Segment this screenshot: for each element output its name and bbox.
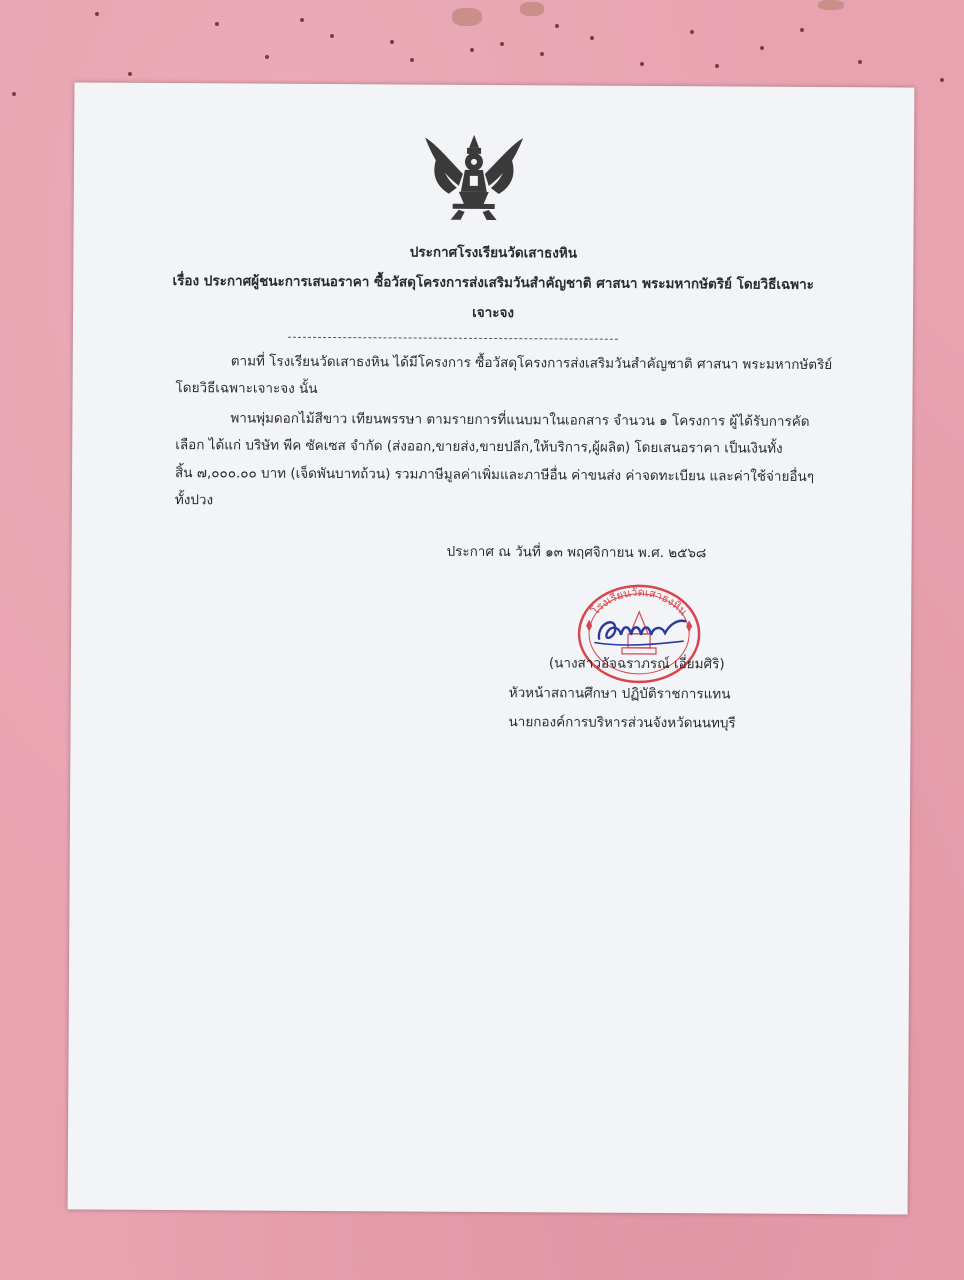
document-title: ประกาศโรงเรียนวัดเสาธงหิน: [409, 244, 578, 262]
paragraph-1-line-1: ตามที่ โรงเรียนวัดเสาธงหิน ได้มีโครงการ ซื้อวัสดุโครงการส่งเสริมวันสำคัญชาติ ศาสนา พระมหากษัตริย์: [230, 353, 833, 374]
garuda-emblem-icon: [419, 130, 530, 226]
signer-position-line-2: นายกองค์การบริหารส่วนจังหวัดนนทบุรี: [508, 714, 736, 732]
signer-position-line-1: หัวหน้าสถานศึกษา ปฏิบัติราชการแทน: [508, 685, 731, 703]
handwritten-signature: [591, 611, 691, 652]
paragraph-2-line-1: พานพุ่มดอกไม้สีขาว เทียนพรรษา ตามรายการที่แนบมาในเอกสาร จำนวน ๑ โครงการ ผู้ได้รับการคัด: [230, 410, 810, 430]
signer-name: (นางสาวอัจฉราภรณ์ เอี่ยมศิริ): [548, 655, 725, 673]
paragraph-2-line-4: ทั้งปวง: [174, 492, 214, 509]
paragraph-1-line-2: โดยวิธีเฉพาะเจาะจง นั้น: [175, 380, 318, 397]
separator-line: [288, 337, 618, 340]
subject-line-2: เจาะจง: [472, 304, 515, 322]
announcement-date: ประกาศ ณ วันที่ ๑๓ พฤศจิกายน พ.ศ. ๒๕๖๘: [446, 543, 707, 562]
subject-line-1: เรื่อง ประกาศผู้ชนะการเสนอราคา ซื้อวัสดุโครงการส่งเสริมวันสำคัญชาติ ศาสนา พระมหากษัตริย์ โดยวิธีเฉพาะ: [172, 273, 814, 293]
paragraph-2-line-3: สิ้น ๗,๐๐๐.๐๐ บาท (เจ็ดพันบาทถ้วน) รวมภาษีมูลค่าเพิ่มและภาษีอื่น ค่าขนส่ง ค่าจดทะเบียน และค่าใช้จ่ายอื่นๆ: [175, 465, 815, 485]
paragraph-2-line-2: เลือก ได้แก่ บริษัท พีค ซัคเซส จำกัด (ส่งออก,ขายส่ง,ขายปลีก,ให้บริการ,ผู้ผลิต) โดยเสนอราคา เป็นเงินทั้ง: [175, 437, 783, 457]
announcement-paper: [68, 82, 915, 1214]
stamp-text: โรงเรียนวัดเสาธงหิน: [588, 585, 690, 619]
